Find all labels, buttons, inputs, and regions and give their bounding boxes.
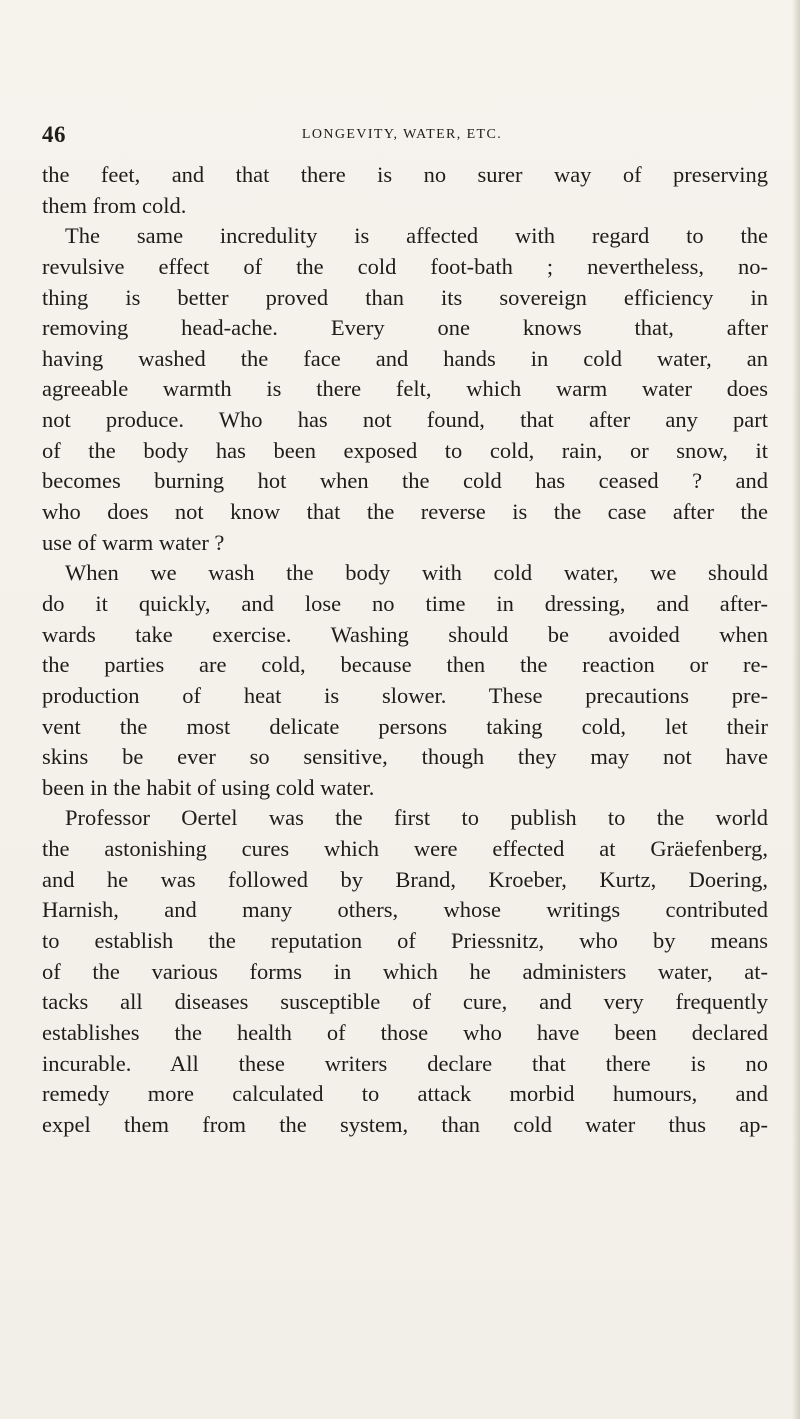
text-line: not produce. Who has not found, that after any part <box>42 407 768 433</box>
text-line: wards take exercise. Washing should be avoided when <box>42 621 768 647</box>
text-line: been in the habit of using cold water. <box>42 774 375 800</box>
text-line: thing is better proved than its sovereign efficiency in <box>42 284 768 310</box>
text-line: remedy more calculated to attack morbid humours, and <box>42 1081 768 1107</box>
running-head: LONGEVITY, WATER, ETC. <box>301 127 503 142</box>
text-line: of the various forms in which he administers water, at- <box>42 958 768 984</box>
text-line: who does not know that the reverse is the case after the <box>42 499 768 525</box>
text-line: vent the most delicate persons taking cold, let their <box>42 713 768 739</box>
text-line: the parties are cold, because then the reaction or re- <box>42 652 768 678</box>
text-line: them from cold. <box>42 192 187 218</box>
text-line: to establish the reputation of Priessnitz, who by means <box>42 928 768 954</box>
text-line: of the body has been exposed to cold, rain, or snow, it <box>42 437 768 463</box>
page-number: 46 <box>42 122 66 147</box>
page-edge-shadow <box>792 0 800 1419</box>
text-line: production of heat is slower. These precautions pre- <box>42 682 768 708</box>
text-line: use of warm water ? <box>42 529 225 555</box>
page-header <box>42 122 762 150</box>
text-line: skins be ever so sensitive, though they may not have <box>42 744 768 770</box>
body-text <box>42 160 768 1141</box>
text-line: tacks all diseases susceptible of cure, and very frequently <box>42 989 768 1015</box>
text-line: Harnish, and many others, whose writings contributed <box>42 897 768 923</box>
text-line: the feet, and that there is no surer way of preserving <box>42 162 768 187</box>
text-line: revulsive effect of the cold foot-bath ; nevertheless, no- <box>42 253 768 279</box>
text-line: and he was followed by Brand, Kroeber, Kurtz, Doering, <box>42 866 768 892</box>
text-line: the astonishing cures which were effected at Gräefenberg, <box>42 836 768 862</box>
text-line: The same incredulity is affected with regard to the <box>65 223 768 249</box>
text-line: becomes burning hot when the cold has ceased ? and <box>42 468 768 494</box>
text-line: do it quickly, and lose no time in dressing, and after- <box>42 590 768 616</box>
text-line: establishes the health of those who have been declared <box>42 1019 768 1045</box>
text-line: incurable. All these writers declare that there is no <box>42 1050 768 1076</box>
text-line: agreeable warmth is there felt, which warm water does <box>42 376 768 402</box>
text-line: removing head-ache. Every one knows that, after <box>42 315 768 341</box>
text-line: Professor Oertel was the first to publish to the world <box>65 805 768 831</box>
text-line: having washed the face and hands in cold water, an <box>42 345 768 371</box>
text-line: When we wash the body with cold water, we should <box>65 560 768 586</box>
text-line: expel them from the system, than cold water thus ap- <box>42 1111 768 1137</box>
